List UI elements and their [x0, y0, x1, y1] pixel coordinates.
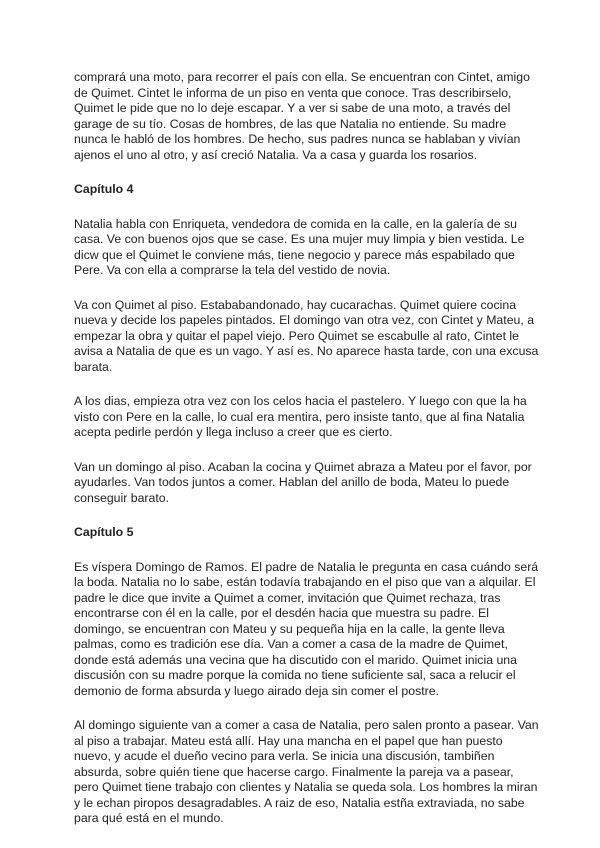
- chapter-4-paragraph-3: A los dias, empieza otra vez con los celos hacia el pastelero. Y luego con que la ha visto con Pere en la calle, lo cual era mentira, pero insiste tanto, que al fina Natalia acepta pedirle perdón y llega incluso a creer que es cierto.: [74, 394, 527, 439]
- chapter-5-paragraph-2: Al domingo siguiente van a comer a casa de Natalia, pero salen pronto a pasear. Van al piso a trabajar. Mateu está allí. Hay una mancha en el papel que han puesto nuevo, y acude el dueño vecino para verla. Se inicia una discusión, tambiñen absurda, sobre quién tiene que hacerse cargo. Finalmente la pareja va a pasear, pero Quimet tiene trabajo con clientes y Natalia se queda sola. Los hombres la miran y le echan piropos desagradables. A raiz de eso, Natalia estña extraviada, no sabe para qué está en el mundo.: [74, 718, 539, 825]
- paragraph-top: comprará una moto, para recorrer el país con ella. Se encuentran con Cintet, amigo de Quimet. Cintet le informa de un piso en venta que conoce. Tras describirselo, Quimet le pide que no lo deje escapar. Y a ver si sabe de una moto, a través del garage de su tío. Cosas de hombres, de las que Natalia no entiende. Su madre nunca le habló de los hombres. De hecho, sus padres nunca se hablaban y vivían ajenos el uno al otro, y así creció Natalia. Va a casa y guarda los rosarios.: [74, 70, 530, 162]
- chapter-4-paragraph-2: Va con Quimet al piso. Estababandonado, hay cucarachas. Quimet quiere cocina nueva y decide los papeles pintados. El domingo van otra vez, con Cintet y Mateu, a empezar la obra y quitar el papel viejo. Pero Quimet se escabulle al rato, Cintet le avisa a Natalia de que es un vago. Y así es. No aparece hasta tarde, con una excusa barata.: [74, 297, 539, 374]
- chapter-4-paragraph-4: Van un domingo al piso. Acaban la cocina y Quimet abraza a Mateu por el favor, por ayudarles. Van todos juntos a comer. Hablan del anillo de boda, Mateu lo puede conseguir barato.: [74, 459, 532, 505]
- chapter-5-paragraph-1: Es víspera Domingo de Ramos. El padre de Natalia le pregunta en casa cuándo será la boda. Natalia no lo sabe, están todavía trabajando en el piso que van a alquilar. El padre le dice que invite a Quimet a comer, invitación que Quimet rechaza, tras encontrarse con él en la calle, por el desdén hacia que muestra su padre. El domingo, se encuentran con Mateu y su pequeña hija en la calle, la gente lleva palmas, como es tradición ese día. Van a comer a casa de la madre de Quimet, donde está además una vecina que ha discutido con el marido. Quimet inicia una discusión con su madre porque la comida no tiene suficiente sal, saca a relucir el demonio de forma absurda y luego airado deja sin comer el postre.: [74, 559, 539, 698]
- chapter-4-paragraph-1: Natalia habla con Enriqueta, vendedora de comida en la calle, en la galería de su casa. Ve con buenos ojos que se case. Es una mujer muy limpia y bien vestida. Le dicw que el Quimet le conviene más, tiene negocio y parece más espabilado que Pere. Va con ella a comprarse la tela del vestido de novia.: [74, 216, 525, 277]
- chapter-4-heading: Capítulo 4: [74, 182, 134, 196]
- chapter-5-heading: Capítulo 5: [74, 525, 134, 539]
- document-body: [74, 70, 539, 846]
